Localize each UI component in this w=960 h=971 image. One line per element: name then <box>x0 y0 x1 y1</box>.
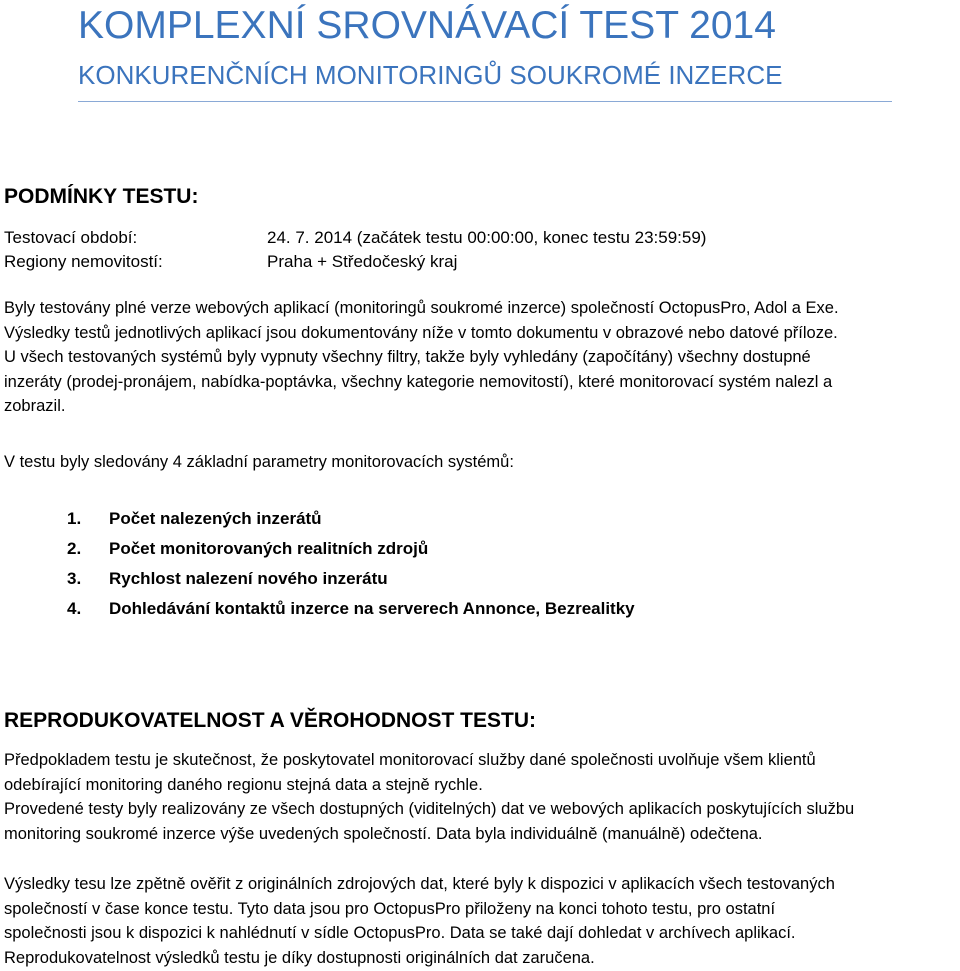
list-text: Počet monitorovaných realitních zdrojů <box>109 539 429 558</box>
list-number: 3. <box>67 569 82 588</box>
list-item <box>67 504 635 534</box>
paragraph-line: Provedené testy byly realizovány ze všech dostupných (viditelných) dat ve webových aplikacích poskytujících službu <box>4 800 855 818</box>
paragraph-line: společnosti jsou k dispozici k nahlédnutí v sídle OctopusPro. Data se také dají dohledat v archívech aplikací. <box>4 924 796 942</box>
paragraph-line: monitoring soukromé inzerce výše uvedených společností. Data byla individuálně (manuálně) odečtena. <box>4 824 763 843</box>
test-period-value: 24. 7. 2014 (začátek testu 00:00:00, konec testu 23:59:59) <box>267 228 707 247</box>
params-intro <box>4 450 956 475</box>
page-subtitle: KONKURENČNÍCH MONITORINGŮ SOUKROMÉ INZERCE <box>78 60 783 90</box>
list-number: 4. <box>67 599 82 618</box>
paragraph-line: Byly testovány plné verze webových aplikací (monitoringů soukromé inzerce) společností OctopusPro, Adol a Exe. <box>4 299 839 317</box>
list-item <box>67 594 635 624</box>
conditions-heading: PODMÍNKY TESTU: <box>4 185 199 208</box>
list-number: 2. <box>67 539 82 558</box>
list-text: Počet nalezených inzerátů <box>109 509 322 528</box>
paragraph-line: odebírající monitoring daného regionu stejná data a stejně rychle. <box>4 775 483 794</box>
reproducibility-paragraph-2 <box>4 872 956 970</box>
paragraph-line: Výsledky testů jednotlivých aplikací jsou dokumentovány níže v tomto dokumentu v obrazové nebo datové příloze. <box>4 323 838 342</box>
list-item <box>67 534 635 564</box>
list-text: Dohledávání kontaktů inzerce na serverech Annonce, Bezrealitky <box>109 599 635 618</box>
reproducibility-heading: REPRODUKOVATELNOST A VĚROHODNOST TESTU: <box>4 709 537 732</box>
paragraph-line: inzeráty (prodej-pronájem, nabídka-poptávka, všechny kategorie nemovitostí), které monitorovací systém nalezl a <box>4 372 833 391</box>
intro-paragraph <box>4 296 956 419</box>
paragraph-line: společností v čase konce testu. Tyto data jsou pro OctopusPro přiloženy na konci tohoto testu, pro ostatní <box>4 899 776 918</box>
list-item <box>67 564 635 594</box>
paragraph-line: Předpokladem testu je skutečnost, že poskytovatel monitorovací služby dané společnosti uvolňuje všem klientů <box>4 751 816 769</box>
test-period-label: Testovací období: <box>4 228 138 247</box>
page-title: KOMPLEXNÍ SROVNÁVACÍ TEST 2014 <box>78 4 776 47</box>
title-divider <box>78 101 892 102</box>
paragraph-line: V testu byly sledovány 4 základní parametry monitorovacích systémů: <box>4 453 514 471</box>
reproducibility-paragraph-1 <box>4 748 956 846</box>
list-number: 1. <box>67 509 82 528</box>
paragraph-line: zobrazil. <box>4 397 66 415</box>
paragraph-line: U všech testovaných systémů byly vypnuty všechny filtry, takže byly vyhledány (započítány) všechny dostupné <box>4 348 811 366</box>
parameter-list <box>67 504 635 624</box>
region-label: Regiony nemovitostí: <box>4 252 163 271</box>
region-value: Praha + Středočeský kraj <box>267 252 458 271</box>
paragraph-line: Reprodukovatelnost výsledků testu je díky dostupnosti originálních dat zaručena. <box>4 948 595 967</box>
paragraph-line: Výsledky tesu lze zpětně ověřit z originálních zdrojových dat, které byly k dispozici v aplikacích všech testovaných <box>4 875 835 893</box>
list-text: Rychlost nalezení nového inzerátu <box>109 569 388 588</box>
